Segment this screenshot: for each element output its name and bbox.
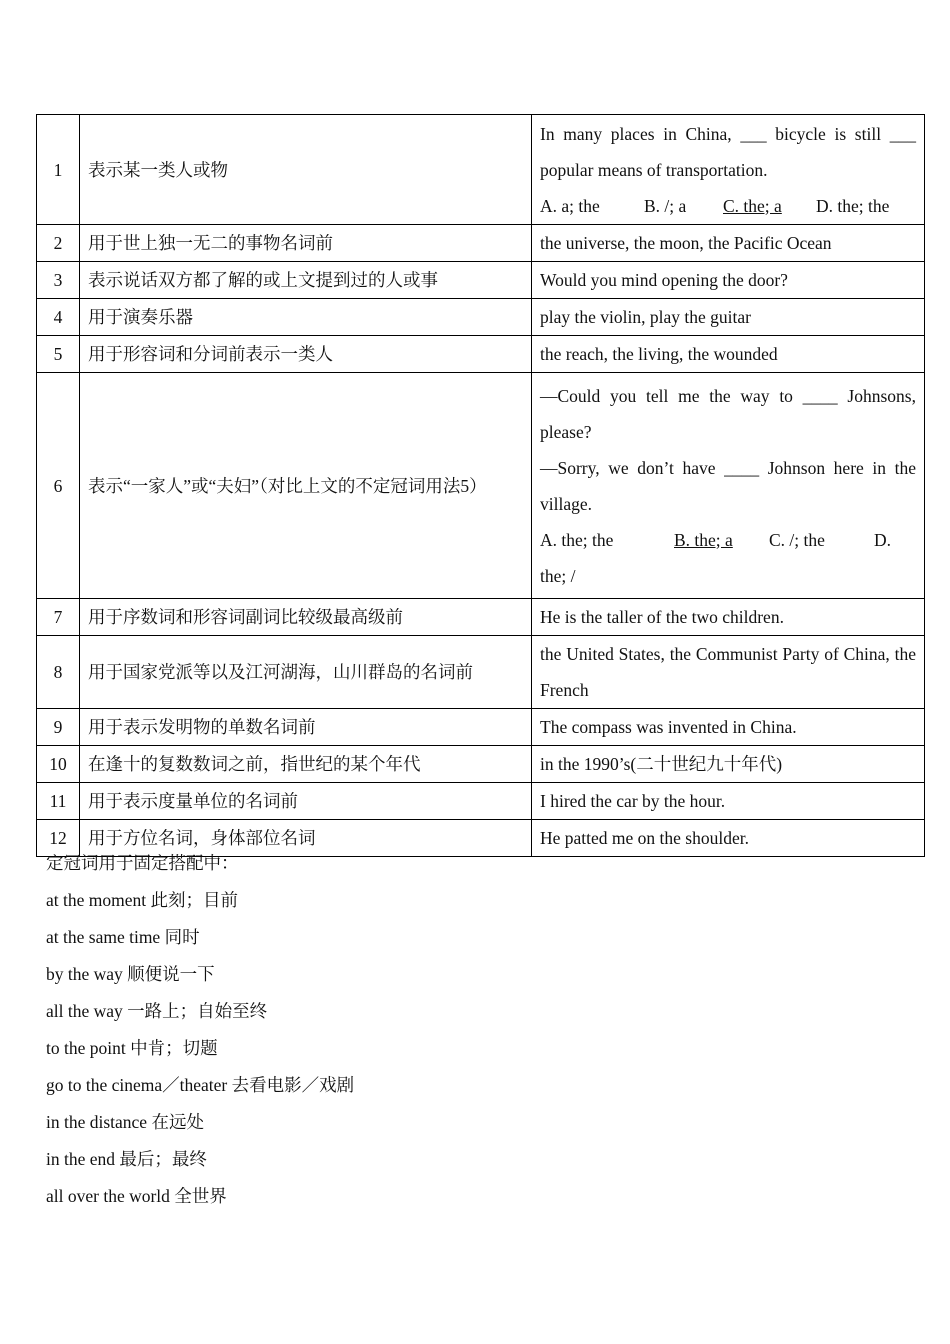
row-number: 9 [37, 709, 80, 746]
row-number: 1 [37, 115, 80, 225]
table-row [37, 115, 925, 225]
phrases-heading: 定冠词用于固定搭配中： [46, 853, 239, 873]
usage-description: 用于国家党派等以及江河湖海，山川群岛的名词前 [80, 636, 532, 709]
row-number: 5 [37, 336, 80, 373]
table-row [37, 599, 925, 636]
usage-description: 表示某一类人或物 [80, 115, 532, 225]
example-sentence: the universe, the moon, the Pacific Ocean [532, 225, 925, 262]
table-row [37, 709, 925, 746]
phrase-item: at the same time 同时 [46, 927, 200, 947]
row-number: 7 [37, 599, 80, 636]
answer-options [540, 522, 916, 594]
table-row [37, 336, 925, 373]
usage-description: 用于演奏乐器 [80, 299, 532, 336]
table-row [37, 262, 925, 299]
dialogue-line-2: —Sorry, we don’t have ____ Johnson here in the village. [540, 457, 916, 514]
example-sentence: play the violin, play the guitar [532, 299, 925, 336]
option-a: A. the; the [540, 529, 614, 550]
table-row [37, 636, 925, 709]
usage-description: 用于方位名词，身体部位名词 [80, 820, 532, 857]
table-row [37, 746, 925, 783]
example-cell [532, 373, 925, 599]
phrase-item: all over the world 全世界 [46, 1186, 227, 1206]
example-sentence: The compass was invented in China. [532, 709, 925, 746]
row-number: 12 [37, 820, 80, 857]
table-row [37, 225, 925, 262]
option-c-correct: C. the; a [723, 195, 782, 216]
example-cell [532, 115, 925, 225]
phrase-item: at the moment 此刻；目前 [46, 890, 238, 910]
usage-description: 用于序数词和形容词副词比较级最高级前 [80, 599, 532, 636]
phrase-item: by the way 顺便说一下 [46, 964, 215, 984]
example-sentence: in the 1990’s(二十世纪九十年代) [532, 746, 925, 783]
row-number: 3 [37, 262, 80, 299]
phrase-item: to the point 中肯；切题 [46, 1038, 218, 1058]
usage-description: 在逢十的复数数词之前，指世纪的某个年代 [80, 746, 532, 783]
row-number: 4 [37, 299, 80, 336]
row-number: 10 [37, 746, 80, 783]
option-d: D. the; the [816, 195, 890, 216]
option-b: B. /; a [644, 195, 687, 216]
row-number: 2 [37, 225, 80, 262]
usage-description: 表示“一家人”或“夫妇”（对比上文的不定冠词用法5） [80, 373, 532, 599]
row-number: 11 [37, 783, 80, 820]
example-sentence: the United States, the Communist Party of China, the French [532, 636, 925, 709]
option-b-correct: B. the; a [674, 529, 733, 550]
example-question: In many places in China, ___ bicycle is still ___ popular means of transportation. [540, 123, 916, 180]
example-sentence: He patted me on the shoulder. [532, 820, 925, 857]
fixed-phrases-section [46, 845, 906, 1215]
phrase-item: all the way 一路上；自始至终 [46, 1001, 268, 1021]
table-row [37, 299, 925, 336]
example-sentence: He is the taller of the two children. [532, 599, 925, 636]
option-d: D. the; / [540, 529, 892, 586]
row-number: 6 [37, 373, 80, 599]
answer-options [540, 188, 916, 224]
row-number: 8 [37, 636, 80, 709]
phrase-item: in the end 最后；最终 [46, 1149, 207, 1169]
table-row [37, 783, 925, 820]
option-a: A. a; the [540, 195, 600, 216]
usage-description: 表示说话双方都了解的或上文提到过的人或事 [80, 262, 532, 299]
example-sentence: Would you mind opening the door? [532, 262, 925, 299]
example-sentence: the reach, the living, the wounded [532, 336, 925, 373]
dialogue-line-1: —Could you tell me the way to ____ Johnsons, please? [540, 385, 916, 442]
usage-description: 用于世上独一无二的事物名词前 [80, 225, 532, 262]
usage-description: 用于表示度量单位的名词前 [80, 783, 532, 820]
example-sentence: I hired the car by the hour. [532, 783, 925, 820]
usage-description: 用于表示发明物的单数名词前 [80, 709, 532, 746]
phrase-item: go to the cinema／theater 去看电影／戏剧 [46, 1075, 355, 1095]
table-row [37, 373, 925, 599]
usage-description: 用于形容词和分词前表示一类人 [80, 336, 532, 373]
article-usage-table [36, 114, 925, 857]
phrase-item: in the distance 在远处 [46, 1112, 204, 1132]
option-c: C. /; the [769, 529, 825, 550]
